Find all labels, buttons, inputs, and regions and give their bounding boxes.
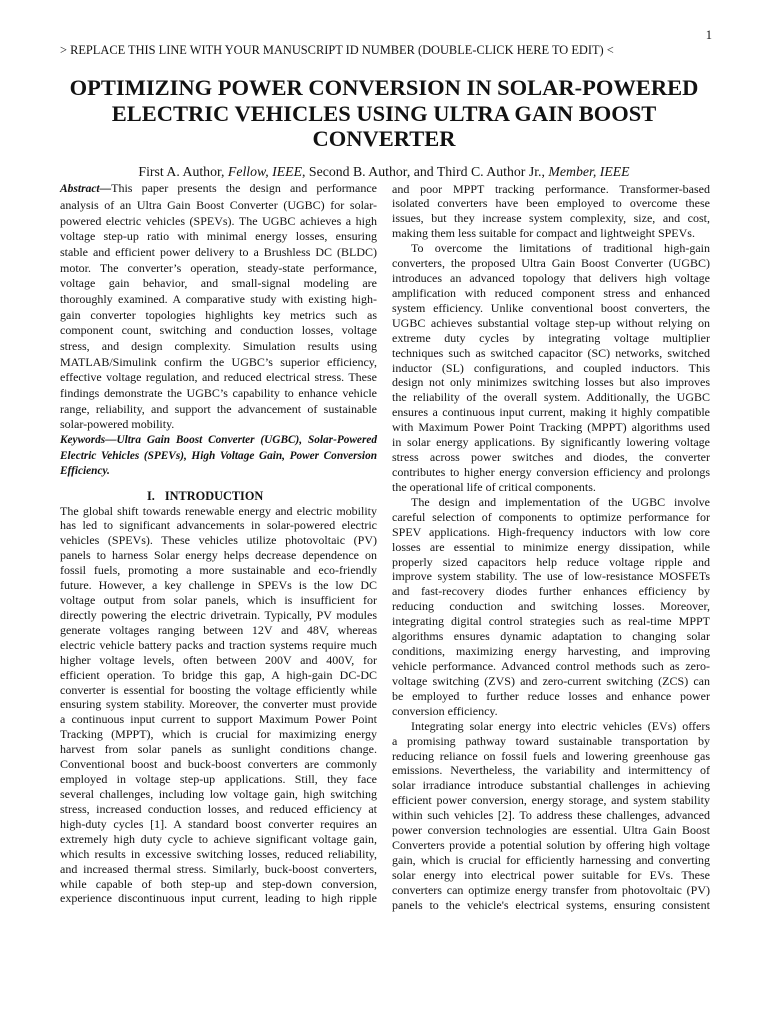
body-text-line: power conversion technologies are essential. Ultra Gain Boost	[392, 823, 710, 838]
body-text-line: extremely high duty cycle to achieve significant voltage gain,	[60, 831, 377, 846]
body-text-line: generate voltages ranging between 12V and 48V, whereas	[60, 622, 377, 637]
abstract-line: effective voltage regulation, and reduced electrical stress. These	[60, 370, 377, 385]
membership-grade: Fellow, IEEE	[227, 164, 302, 179]
body-text-line: a continuous input current to support Maximum Power Point	[60, 712, 377, 727]
body-text-line: experience discontinuous input current, leading to high ripple	[60, 891, 377, 906]
abstract-line: stress, and design complexity. Simulation results using	[60, 338, 377, 353]
body-text-line: contributes to higher energy conversion efficiency and prolongs	[392, 465, 710, 480]
membership-grade: Member, IEEE	[548, 164, 630, 179]
body-text-line: and increased thermal stress. Similarly, buck-boost converters,	[60, 861, 377, 876]
body-text-line: employed in voltage step-up applications. Still, they face	[60, 772, 377, 787]
body-text-line: electric vehicle battery packs and traction systems require much	[60, 637, 377, 652]
body-text-line: To overcome the limitations of traditional high-gain	[411, 241, 710, 256]
body-text-line: reducing reliance on fossil fuels and lowering greenhouse gas	[392, 748, 710, 763]
abstract-line: voltage step-up ratio with minimal energy losses, ensuring	[60, 229, 377, 244]
index-terms-line: Efficiency.	[60, 465, 110, 478]
body-text-line: UGBC achieves substantial voltage step-up without relying on	[392, 315, 710, 330]
body-text-line: ensuring system stability. Moreover, the converter must provide	[60, 697, 377, 712]
body-text-line: and fast-recovery diodes further enhances efficiency by	[392, 584, 710, 599]
abstract	[60, 181, 377, 433]
abstract-line: solar-powered mobility.	[60, 417, 175, 432]
body-text-line: the operational life of critical components.	[392, 479, 596, 494]
abstract-line: range, reliability, and support the advancement of sustainable	[60, 401, 377, 416]
body-text-line: solar energy into electrical power suitable for EVs. These	[392, 867, 710, 882]
abstract-line	[60, 181, 377, 198]
abstract-line: component count, switching and conduction losses, voltage	[60, 323, 377, 338]
body-text-line: vehicles (SPEVs). These vehicles utilize photovoltaic (PV)	[60, 533, 377, 548]
title-line: OPTIMIZING POWER CONVERSION IN SOLAR-POWERED	[69, 75, 699, 100]
intro-paragraph-4	[392, 719, 710, 913]
body-text-line: which results in excessive switching losses, reduced reliability,	[60, 846, 377, 861]
index-terms-line	[60, 433, 377, 449]
body-text-line: Conventional boost and buck-boost converters are commonly	[60, 757, 377, 772]
author-name: , Second B. Author, and	[302, 164, 434, 179]
body-text-line: stress across power switches and diodes, the converter	[392, 450, 710, 465]
body-text-line: future. However, a key challenge in SPEVs is the low DC	[60, 578, 377, 593]
body-text-line: with Maximum Power Point Tracking (MPPT) algorithms used	[392, 420, 710, 435]
body-text-line: converters can optimize energy transfer from photovoltaic (PV)	[392, 882, 710, 897]
page-number: 1	[705, 28, 712, 42]
body-text-line: inductor (SL) configurations, and coupled inductors. This	[392, 360, 710, 375]
body-text-line: harvest from solar panels as sunlight conditions change.	[60, 742, 377, 757]
body-text-line: solar irradiance introduce substantial challenges in achieving	[392, 778, 710, 793]
body-text-line: and poor MPPT tracking performance. Transformer-based	[392, 181, 710, 196]
body-text-line: panels to harness Solar energy helps decrease dependence on	[60, 548, 377, 563]
section-title: INTRODUCTION	[164, 489, 264, 503]
body-text-line: integrating digital control strategies such as real-time MPPT	[392, 614, 710, 629]
body-text-line: isolated converters have been employed to overcome these	[392, 196, 710, 211]
body-text-line: voltage output from solar panels, which is insufficient for	[60, 593, 377, 608]
body-text-line: gain, which is crucial for efficiently harnessing and converting	[392, 852, 710, 867]
body-text-line: extreme duty cycles by integrating voltage multiplier	[392, 330, 710, 345]
title-line: CONVERTER	[312, 126, 456, 151]
abstract-line: thoroughly examined. A comparative study with existing high-	[60, 291, 377, 306]
body-text-line: introduces an advanced topology that delivers high voltage	[392, 271, 710, 286]
body-text-line: the reliability of the overall system. Additionally, the UGBC	[392, 390, 710, 405]
body-text-line: conversion efficiency.	[392, 703, 498, 718]
index-terms-text: Ultra Gain Boost Converter (UGBC), Solar-Powered	[116, 434, 377, 447]
body-text-line: converter is essential for boosting the voltage efficiently while	[60, 682, 377, 697]
body-text-line: fossil fuels, promoting a more sustainable and eco-friendly	[60, 563, 377, 578]
abstract-line: voltage gain behavior, and small-signal modeling are	[60, 276, 377, 291]
body-text-line: a promising pathway toward sustainable transportation by	[392, 733, 710, 748]
intro-paragraph-3	[392, 495, 710, 719]
body-text-line: system efficiency. Unlike conventional boost converters, the	[392, 300, 710, 315]
body-text-line: improve system stability. The use of low-resistance MOSFETs	[392, 569, 710, 584]
intro-paragraph-1-continued	[392, 182, 710, 242]
body-text-line: ensures a continuous input current, making it highly compatible	[392, 405, 710, 420]
index-terms	[60, 433, 377, 480]
body-text-line: in solar energy applications. By significantly lowering voltage	[392, 435, 710, 450]
paper-title	[0, 75, 768, 152]
abstract-line: gain converter topologies highlights key metrics such as	[60, 307, 377, 322]
body-text-line: efficient operation. To bridge this gap, A high-gain DC-DC	[60, 667, 377, 682]
section-heading	[147, 488, 263, 504]
body-text-line: Tracking (MPPT), which is crucial for maximizing energy	[60, 727, 377, 742]
body-text-line: has led to significant advancements in solar-powered electric	[60, 518, 377, 533]
body-text-line: stress, increased conduction losses, and reduced efficiency at	[60, 801, 377, 816]
title-line: ELECTRIC VEHICLES USING ULTRA GAIN BOOST	[111, 100, 657, 126]
manuscript-id-placeholder: > REPLACE THIS LINE WITH YOUR MANUSCRIPT ID NUMBER (DOUBLE-CLICK HERE TO EDIT) <	[60, 43, 614, 57]
body-text-line: emissions. Nevertheless, the variability and intermittency of	[392, 763, 710, 778]
body-text-line: careful selection of components to optimize performance for	[392, 509, 710, 524]
index-terms-line: Electric Vehicles (SPEVs), High Voltage Gain, Power Conversion	[60, 449, 377, 462]
body-text-line: vehicle performance. Advanced control methods such as zero-	[392, 659, 710, 673]
abstract-line: powered electric vehicles (SPEVs). The UGBC achieves a high	[60, 213, 377, 228]
body-text-line: several challenges, including low voltage gain, high switching	[60, 787, 377, 802]
body-text-line: Integrating solar energy into electric vehicles (EVs) offers	[411, 718, 710, 733]
abstract-line: stable and efficient power delivery to a Brushless DC (BLDC)	[60, 244, 377, 259]
body-text-line: SPEV applications. High-frequency inductors with low core	[392, 524, 710, 539]
body-text-line: reducing conduction and switching losses. Moreover,	[392, 599, 710, 614]
body-text-line: losses are essential to minimize energy dissipation, while	[392, 539, 710, 554]
abstract-line: analysis of an Ultra Gain Boost Converter (UGBC) for solar-	[60, 197, 377, 212]
intro-paragraph-2	[392, 241, 710, 495]
body-text-line: be employed to further reduce losses and enhance power	[392, 688, 710, 703]
body-text-line: within such vehicles [2]. To address these challenges, advanced	[392, 808, 710, 823]
author-name: Third C. Author Jr.,	[436, 164, 545, 179]
body-text-line: techniques such as switched capacitor (SC) networks, switched	[392, 345, 710, 360]
body-text-line: design not only minimizes switching losses but also improves	[392, 375, 710, 390]
index-terms-label: Keywords—	[60, 434, 117, 447]
body-text-line: making them less suitable for compact and lightweight SPEVs.	[392, 226, 695, 241]
body-text-line: while capable of both step-up and step-down conversion,	[60, 876, 377, 891]
intro-paragraph-1	[60, 504, 377, 907]
abstract-text: This paper presents the design and performance	[111, 181, 377, 196]
abstract-label: Abstract—	[60, 183, 112, 196]
author-name: First A. Author,	[138, 164, 225, 179]
body-text-line: voltage switching (ZVS) and zero-current switching (ZCS) can	[392, 673, 710, 688]
author-byline	[0, 164, 768, 180]
body-text-line: conditions, maximizing energy harvesting, and improving	[392, 644, 710, 659]
body-text-line: directly powering the electric drivetrain. Typically, PV modules	[60, 607, 377, 622]
abstract-line: MATLAB/Simulink confirm the UGBC’s superior efficiency,	[60, 354, 377, 369]
body-text-line: properly sized capacitors help reduce voltage ripple and	[392, 554, 710, 569]
body-text-line: Converters provide a potential solution by offering high voltage	[392, 838, 710, 853]
body-text-line: converters, the proposed Ultra Gain Boost Converter (UGBC)	[392, 256, 710, 271]
body-text-line: The design and implementation of the UGBC involve	[411, 494, 710, 509]
body-text-line: efficient power conversion, energy storage, and system stability	[392, 793, 710, 808]
body-text-line: panels to the vehicle's electrical systems, ensuring consistent	[392, 897, 710, 912]
body-text-line: issues, but they increase system complexity, size, and cost,	[392, 211, 710, 226]
body-text-line: amplification with reduced component stress and enhanced	[392, 285, 710, 300]
section-number: I.	[147, 489, 155, 503]
right-column-body	[392, 182, 710, 913]
left-column-body	[60, 504, 377, 907]
abstract-line: findings demonstrate the UGBC’s capability to enhance vehicle	[60, 385, 377, 400]
body-text-line: The global shift towards renewable energy and electric mobility	[60, 503, 377, 518]
body-text-line: high-duty cycles [1]. A standard boost converter requires an	[60, 816, 377, 831]
body-text-line: higher voltage levels, often between 200V and 400V, for	[60, 652, 377, 667]
body-text-line: algorithms ensures dynamic adaptation to changing solar	[392, 629, 710, 644]
abstract-line: motor. The converter’s operation, steady-state performance,	[60, 260, 377, 275]
